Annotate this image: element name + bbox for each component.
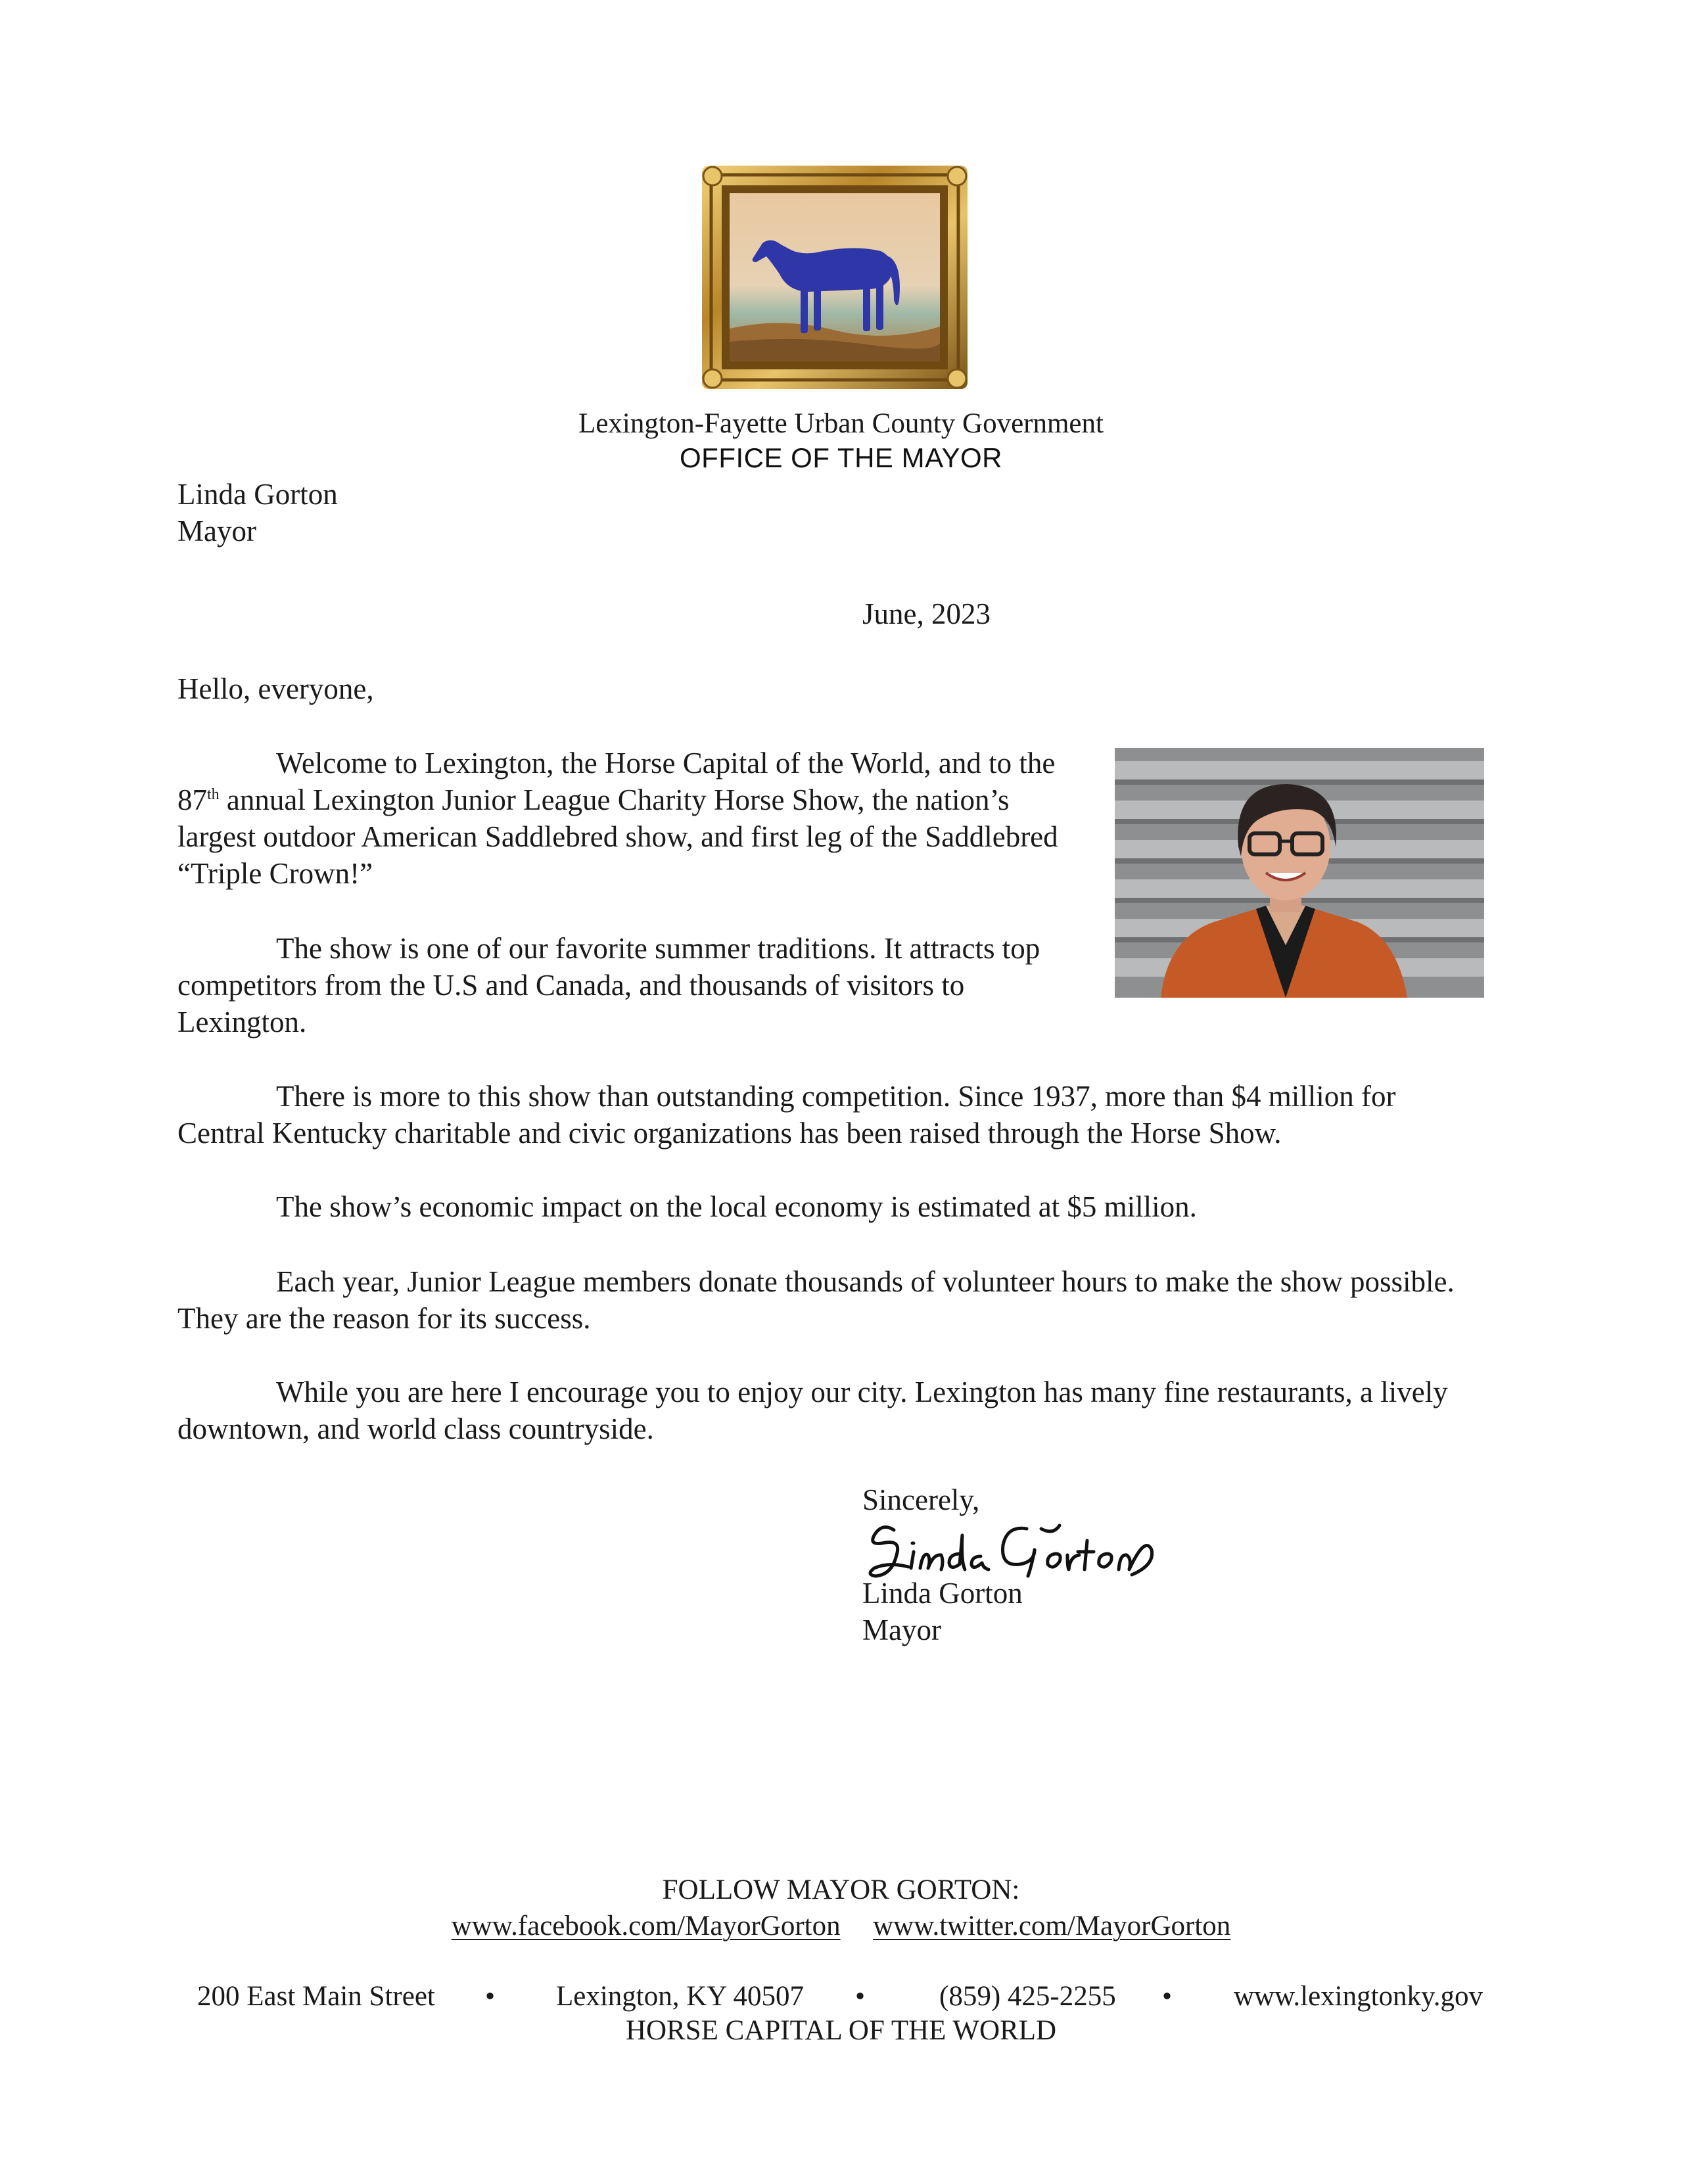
p4-line: The show’s economic impact on the local economy is estimated at $5 million. (276, 1190, 1197, 1223)
website-link[interactable]: www.lexingtonky.gov (1234, 1981, 1483, 2012)
bullet-separator: • (485, 1981, 496, 2012)
address-street: 200 East Main Street (197, 1981, 435, 2012)
greeting: Hello, everyone, (177, 672, 374, 705)
p2-line: Lexington. (177, 1006, 307, 1038)
office-title: OFFICE OF THE MAYOR (680, 442, 1002, 473)
p3-line: Central Kentucky charitable and civic organizations has been raised through the Horse Show. (177, 1117, 1282, 1150)
tagline: HORSE CAPITAL OF THE WORLD (625, 2015, 1057, 2046)
paragraph-1 (177, 745, 1058, 892)
paragraph-4 (177, 1188, 1197, 1225)
p1-ordinal-suffix: th (207, 786, 220, 803)
organization-name: Lexington-Fayette Urban County Government (578, 408, 1104, 439)
paragraph-5 (177, 1263, 1455, 1337)
paragraph-3 (177, 1078, 1396, 1151)
paragraph-6 (177, 1374, 1448, 1447)
p2-line: The show is one of our favorite summer traditions. It attracts top (276, 932, 1040, 965)
facebook-link[interactable]: www.facebook.com/MayorGorton (451, 1911, 841, 1941)
valediction: Sincerely, (862, 1483, 980, 1516)
closing-title: Mayor (862, 1614, 941, 1646)
p1-line: Welcome to Lexington, the Horse Capital of the World, and to the (276, 747, 1056, 779)
p1-line: annual Lexington Junior League Charity Horse Show, the nation’s (219, 783, 1010, 816)
p5-line: They are the reason for its success. (177, 1302, 591, 1335)
horse-painting-emblem (702, 166, 968, 389)
letter-date: June, 2023 (862, 597, 991, 630)
closing-name: Linda Gorton (862, 1577, 1023, 1610)
p1-line: “Triple Crown!” (177, 857, 373, 890)
bullet-separator: • (855, 1981, 866, 2012)
p1-ordinal: 87 (177, 783, 207, 816)
twitter-link[interactable]: www.twitter.com/MayorGorton (873, 1911, 1231, 1941)
p2-line: competitors from the U.S and Canada, and thousands of visitors to (177, 969, 965, 1002)
phone-number: (859) 425-2255 (939, 1981, 1116, 2012)
mayor-portrait-photo (1115, 748, 1484, 998)
sender-name: Linda Gorton (177, 478, 338, 511)
follow-label: FOLLOW MAYOR GORTON: (662, 1874, 1020, 1905)
p5-line: Each year, Junior League members donate thousands of volunteer hours to make the show possible. (276, 1265, 1455, 1298)
social-links (0, 1908, 1682, 1945)
sender-title: Mayor (177, 515, 256, 547)
bullet-separator: • (1162, 1981, 1173, 2012)
p6-line: While you are here I encourage you to enjoy our city. Lexington has many fine restaurants, a lively (276, 1376, 1448, 1408)
p3-line: There is more to this show than outstanding competition. Since 1937, more than $4 million for (276, 1080, 1396, 1113)
address-city: Lexington, KY 40507 (556, 1981, 805, 2012)
p1-line: largest outdoor American Saddlebred show, and first leg of the Saddlebred (177, 820, 1058, 853)
p6-line: downtown, and world class countryside. (177, 1412, 654, 1445)
paragraph-2 (177, 930, 1040, 1040)
